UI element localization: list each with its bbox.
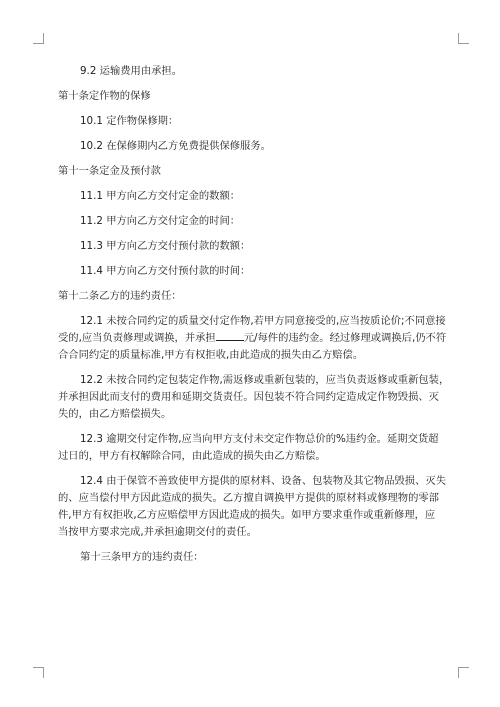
article-10-heading: 第十条定作物的保修 (58, 90, 151, 102)
article-13-heading: 第十三条甲方的违约责任： (80, 551, 204, 563)
clause-9-2: 9.2 运输费用由承担。 (80, 65, 183, 77)
article-11-heading: 第十一条定金及预付款 (58, 165, 161, 177)
crop-mark-bottom-left (33, 667, 44, 678)
clause-10-2: 10.2 在保修期内乙方免费提供保修服务。 (80, 140, 271, 152)
clause-12-1-line-3: 合合同约定的质量标准,甲方有权拒收,由此造成的损失由乙方赔偿。 (58, 349, 364, 361)
crop-mark-top-left (33, 33, 44, 44)
clause-12-4-line-3: 件,甲方有权拒收,乙方应赔偿甲方因此造成的损失。如甲方要求重作或重新修理，应 (58, 509, 436, 521)
document-body (58, 63, 450, 566)
clause-12-2-line-3: 失的，由乙方赔偿损失。 (58, 408, 172, 420)
clause-10-1: 10.1 定作物保修期： (80, 115, 179, 127)
clause-12-2-line-2: 并承担因此而支付的费用和延期交货责任。因包装不符合同约定造成定作物毁损、灭 (58, 391, 439, 403)
clause-12-2-line-1: 12.2 未按合同约定包装定作物,需返修或重新包装的，应当负责返修或重新包装， (80, 374, 450, 386)
clause-12-4-line-2: 的、应当偿付甲方因此造成的损失。乙方擅自调换甲方提供的原材料或修理物的零部 (58, 492, 439, 504)
clause-12-2 (58, 372, 450, 423)
clause-12-3-line-2: 过日的，甲方有权解除合同，由此造成的损失由乙方赔偿。 (58, 450, 326, 462)
clause-11-4: 11.4 甲方向乙方交付预付款的时间： (80, 265, 251, 277)
clause-12-3-line-1: 12.3 逾期交付定作物,应当向甲方支付未交定作物总价的%违约金。延期交货超 (80, 433, 439, 445)
clause-12-4-line-1: 12.4 由于保管不善致使甲方提供的原材料、设备、包装物及其它物品毁损、灭失 (80, 475, 446, 487)
article-12-heading: 第十二条乙方的违约责任： (58, 290, 182, 302)
clause-12-1-text-after-blank: 元/每件的违约金。经过修理或调换后,仍不符 (243, 332, 447, 344)
crop-mark-top-right (458, 33, 469, 44)
clause-12-1-text-before-blank: 受的,应当负责修理或调换，并承担 (58, 332, 216, 344)
crop-mark-bottom-right (458, 667, 469, 678)
clause-11-3: 11.3 甲方向乙方交付预付款的数额： (80, 240, 251, 252)
clause-12-1-line-1: 12.1 未按合同约定的质量交付定作物,若甲方同意接受的,应当按质论价;不同意接 (80, 315, 446, 327)
clause-11-2: 11.2 甲方向乙方交付定金的时间： (80, 215, 241, 227)
clause-12-4 (58, 473, 444, 541)
amount-blank (216, 331, 244, 341)
clause-11-1: 11.1 甲方向乙方交付定金的数额： (80, 190, 241, 202)
clause-12-4-line-4: 当按甲方要求完成,并承担逾期交付的责任。 (58, 526, 257, 538)
clause-12-3 (58, 431, 444, 465)
clause-12-1 (58, 313, 447, 364)
clause-12-1-line-2 (58, 330, 447, 347)
